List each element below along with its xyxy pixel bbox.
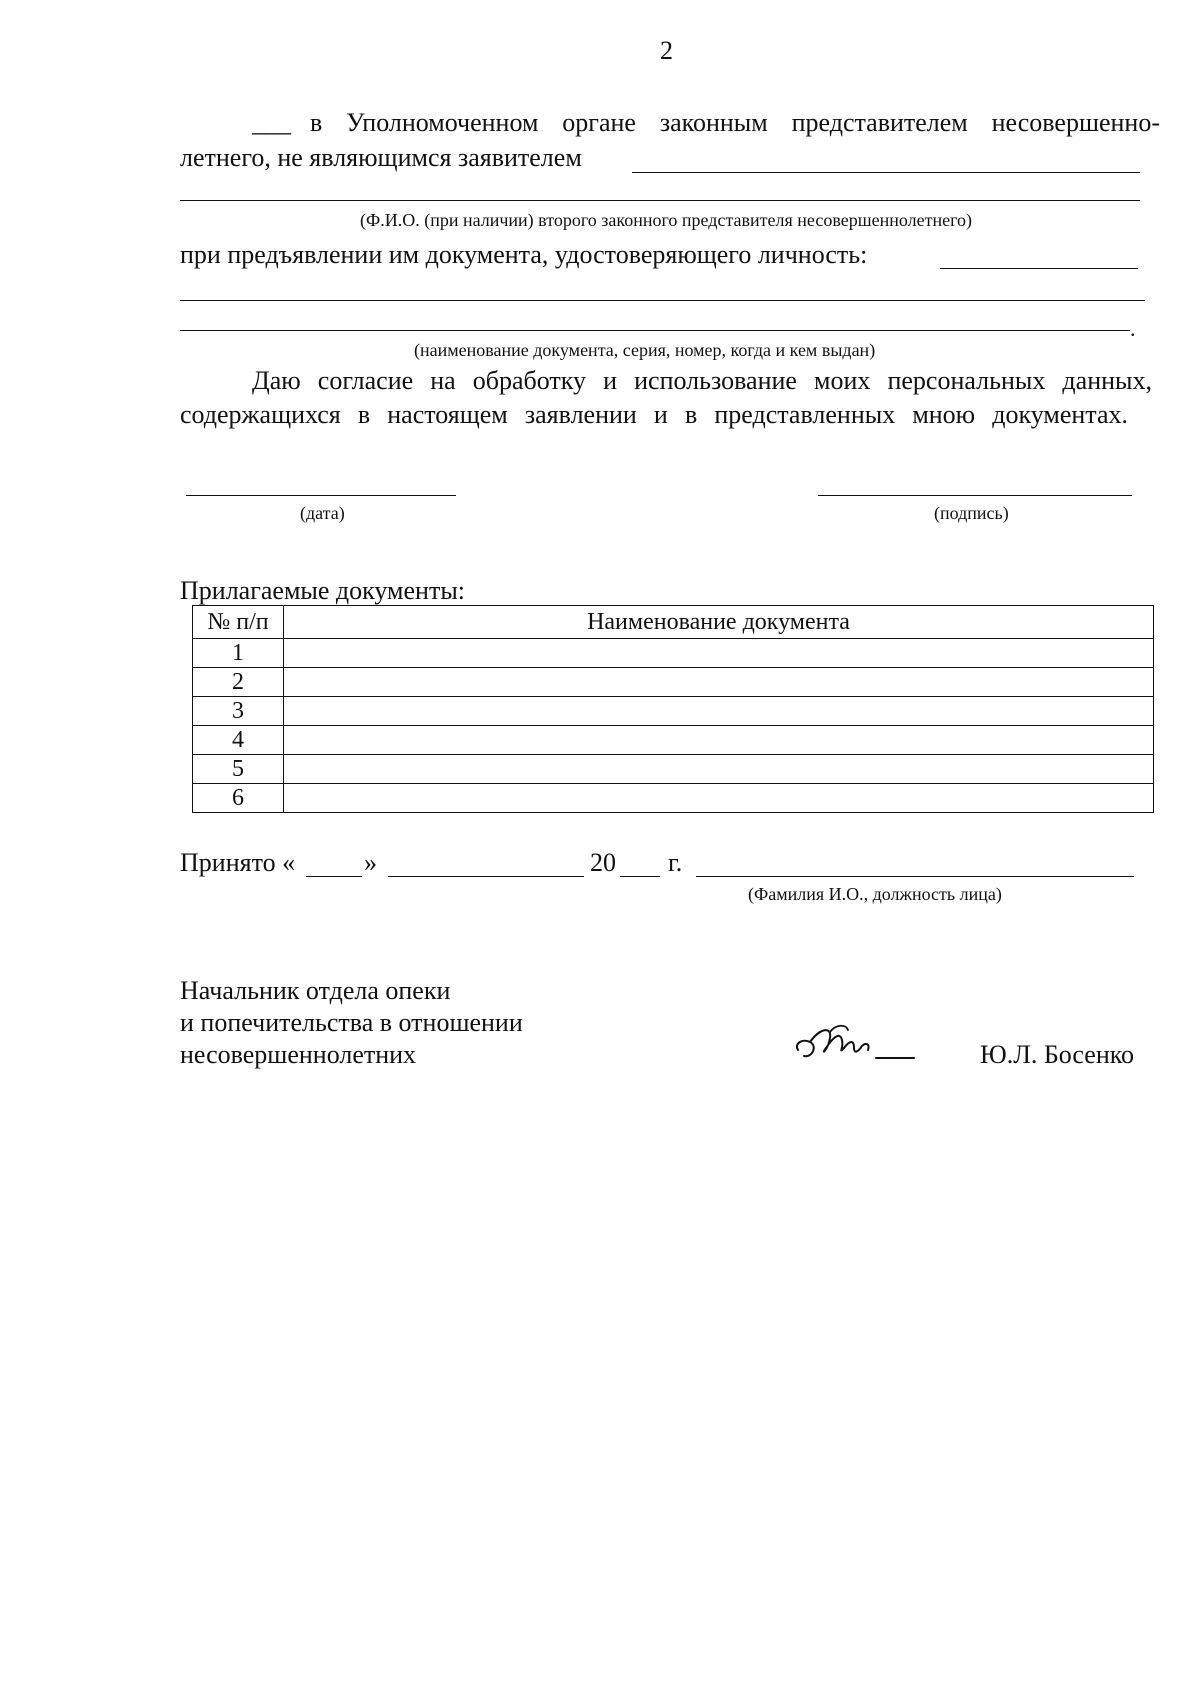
signature-caption: (подпись): [934, 503, 1009, 523]
row-number: 5: [193, 755, 284, 784]
column-header-number: № п/п: [193, 606, 284, 639]
accepted-label: Принято «: [180, 848, 296, 877]
id-document-field-line-3[interactable]: [180, 330, 1130, 331]
accepted-month-line[interactable]: [388, 876, 584, 877]
official-title-line1: Начальник отдела опеки: [180, 976, 451, 1005]
row-number: 1: [193, 639, 284, 668]
accepted-year-prefix: 20: [590, 848, 616, 877]
table-row: [193, 639, 1154, 668]
accepted-official-line[interactable]: [696, 876, 1134, 877]
row-number: 6: [193, 784, 284, 813]
id-document-label: при предъявлении им документа, удостоверяющего личность:: [180, 240, 868, 269]
consent-line2: содержащихся в настоящем заявлении и в представленных мною документах.: [180, 400, 1128, 429]
page-number: 2: [660, 36, 673, 65]
attached-documents-table: [192, 605, 1154, 813]
fio-caption: (Ф.И.О. (при наличии) второго законного представителя несовершеннолетнего): [360, 210, 972, 230]
signature-field-line[interactable]: [818, 495, 1132, 496]
id-document-field-line[interactable]: [940, 268, 1138, 269]
table-row: [193, 755, 1154, 784]
date-caption: (дата): [300, 503, 345, 523]
document-name-cell[interactable]: [284, 755, 1154, 784]
document-name-cell[interactable]: [284, 697, 1154, 726]
row-number: 3: [193, 697, 284, 726]
representative-field-line-2[interactable]: [180, 200, 1140, 201]
document-name-cell[interactable]: [284, 668, 1154, 697]
document-name-cell[interactable]: [284, 726, 1154, 755]
id-document-caption: (наименование документа, серия, номер, когда и кем выдан): [414, 340, 876, 360]
accepted-caption: (Фамилия И.О., должность лица): [748, 884, 1002, 904]
document-name-cell[interactable]: [284, 784, 1154, 813]
handwritten-signature: [790, 1018, 920, 1068]
representative-field-line[interactable]: [632, 172, 1140, 173]
para1-line2: летнего, не являющимся заявителем: [180, 143, 582, 172]
document-name-cell[interactable]: [284, 639, 1154, 668]
para1-line1: в Уполномоченном органе законным представителем несовершенно-: [310, 108, 1160, 137]
accepted-close-quote: »: [364, 848, 377, 877]
table-row: [193, 726, 1154, 755]
official-title-line3: несовершеннолетних: [180, 1040, 417, 1069]
date-field-line[interactable]: [186, 495, 456, 496]
column-header-document-name: Наименование документа: [284, 606, 1154, 639]
table-header-row: [193, 606, 1154, 639]
period-mark: .: [1130, 316, 1136, 341]
accepted-year-suffix: г.: [668, 848, 683, 877]
table-row: [193, 784, 1154, 813]
row-number: 4: [193, 726, 284, 755]
official-title-line2: и попечительства в отношении: [180, 1008, 523, 1037]
attached-documents-title: Прилагаемые документы:: [180, 576, 466, 605]
row-number: 2: [193, 668, 284, 697]
table-row: [193, 668, 1154, 697]
accepted-day-line[interactable]: [306, 876, 362, 877]
accepted-year-line[interactable]: [620, 876, 660, 877]
id-document-field-line-2[interactable]: [180, 300, 1145, 301]
official-name: Ю.Л. Босенко: [980, 1040, 1135, 1069]
table-row: [193, 697, 1154, 726]
consent-line1: Даю согласие на обработку и использование моих персональных данных,: [252, 366, 1152, 395]
blank-prefix: ___: [252, 108, 291, 137]
